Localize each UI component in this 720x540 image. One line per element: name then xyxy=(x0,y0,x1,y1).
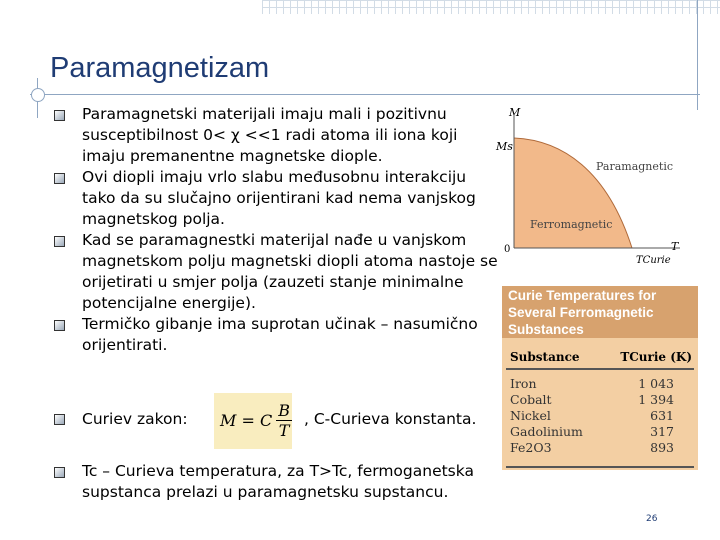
table-row xyxy=(506,424,694,440)
curie-value: 1 394 xyxy=(638,392,674,407)
table-bottom-rule xyxy=(506,466,694,468)
formula-fraction xyxy=(276,401,292,440)
magnetization-graph xyxy=(492,100,692,270)
bullet-text: Tc – Curieva temperatura, za T>Tc, fermoganetska supstanca prelazi u paramagnetsku supstancu. xyxy=(82,462,474,501)
slide-title: Paramagnetizam xyxy=(50,52,270,84)
curie-value: 1 043 xyxy=(638,376,674,391)
table-row xyxy=(506,392,694,408)
decorative-circle xyxy=(31,88,45,102)
table-title-line: Curie Temperatures for xyxy=(508,288,657,303)
table-row xyxy=(506,408,694,424)
formula-denominator: T xyxy=(278,421,290,440)
bullet-item xyxy=(52,314,502,356)
checkbox-bullet-icon xyxy=(54,320,65,331)
checkbox-bullet-icon xyxy=(54,110,65,121)
curie-constant-text: , C-Curieva konstanta. xyxy=(304,410,477,428)
table-title-line: Substances xyxy=(508,322,584,337)
formula-lhs: M = C xyxy=(220,411,273,430)
substance-name: Cobalt xyxy=(510,392,552,407)
checkbox-bullet-icon xyxy=(54,467,65,478)
table-title-line: Several Ferromagnetic xyxy=(508,305,654,320)
bullet-item xyxy=(52,104,502,167)
curie-law-row xyxy=(52,393,512,449)
table-body xyxy=(506,376,694,456)
curie-value: 893 xyxy=(650,440,674,455)
column-header-substance: Substance xyxy=(510,350,580,364)
checkbox-bullet-icon xyxy=(54,236,65,247)
table-row xyxy=(506,376,694,392)
column-header-tcurie: TCurie (K) xyxy=(620,350,692,364)
curie-law-label: Curiev zakon: xyxy=(82,410,188,428)
y-axis-label: M xyxy=(509,106,521,119)
substance-name: Gadolinium xyxy=(510,424,583,439)
bullet-item xyxy=(52,167,502,230)
magnetization-curve-fill xyxy=(514,138,632,248)
bullet-list xyxy=(52,104,502,356)
curie-formula xyxy=(214,393,292,449)
formula-numerator: B xyxy=(278,401,290,420)
curie-value: 317 xyxy=(650,424,674,439)
bullet-text: Ovi diopli imaju vrlo slabu međusobnu interakciju tako da su slučajno orijentirani kad nema vanjskog magnetskog polja. xyxy=(82,168,476,228)
table-column-headers xyxy=(506,338,694,370)
x-axis-label: T xyxy=(671,240,679,253)
origin-label: 0 xyxy=(504,244,511,255)
checkbox-bullet-icon xyxy=(54,173,65,184)
page-number: 26 xyxy=(646,514,658,524)
ms-label: Ms xyxy=(496,140,513,153)
checkbox-bullet-icon xyxy=(54,414,65,425)
substance-name: Iron xyxy=(510,376,537,391)
bullet-text: Paramagnetski materijali imaju mali i pozitivnu susceptibilnost 0< χ <<1 radi atoma ili iona koji imaju premanentne magnetske diople. xyxy=(82,105,458,165)
bullet-item xyxy=(52,230,502,314)
substance-name: Fe2O3 xyxy=(510,440,552,455)
bullet-text: Kad se paramagnestki materijal nađe u vanjskom magnetskom polju magnetski diopli atoma nastoje se orijetirati u smjer polja (zauzeti stanje minimalne potencijalne energije). xyxy=(82,231,498,312)
paramagnetic-label: Paramagnetic xyxy=(596,160,674,173)
curie-value: 631 xyxy=(650,408,674,423)
decorative-horizontal-line xyxy=(30,94,700,95)
curie-temperature-table xyxy=(502,286,698,470)
table-title xyxy=(502,286,698,338)
bullet-text: Termičko gibanje ima suprotan učinak – nasumično orijentirati. xyxy=(82,315,478,354)
tcurie-label: TCurie xyxy=(636,255,671,266)
ferromagnetic-label: Ferromagnetic xyxy=(530,218,613,231)
substance-name: Nickel xyxy=(510,408,551,423)
table-row xyxy=(506,440,694,456)
bullet-item xyxy=(52,461,542,503)
decorative-grid xyxy=(262,0,720,14)
